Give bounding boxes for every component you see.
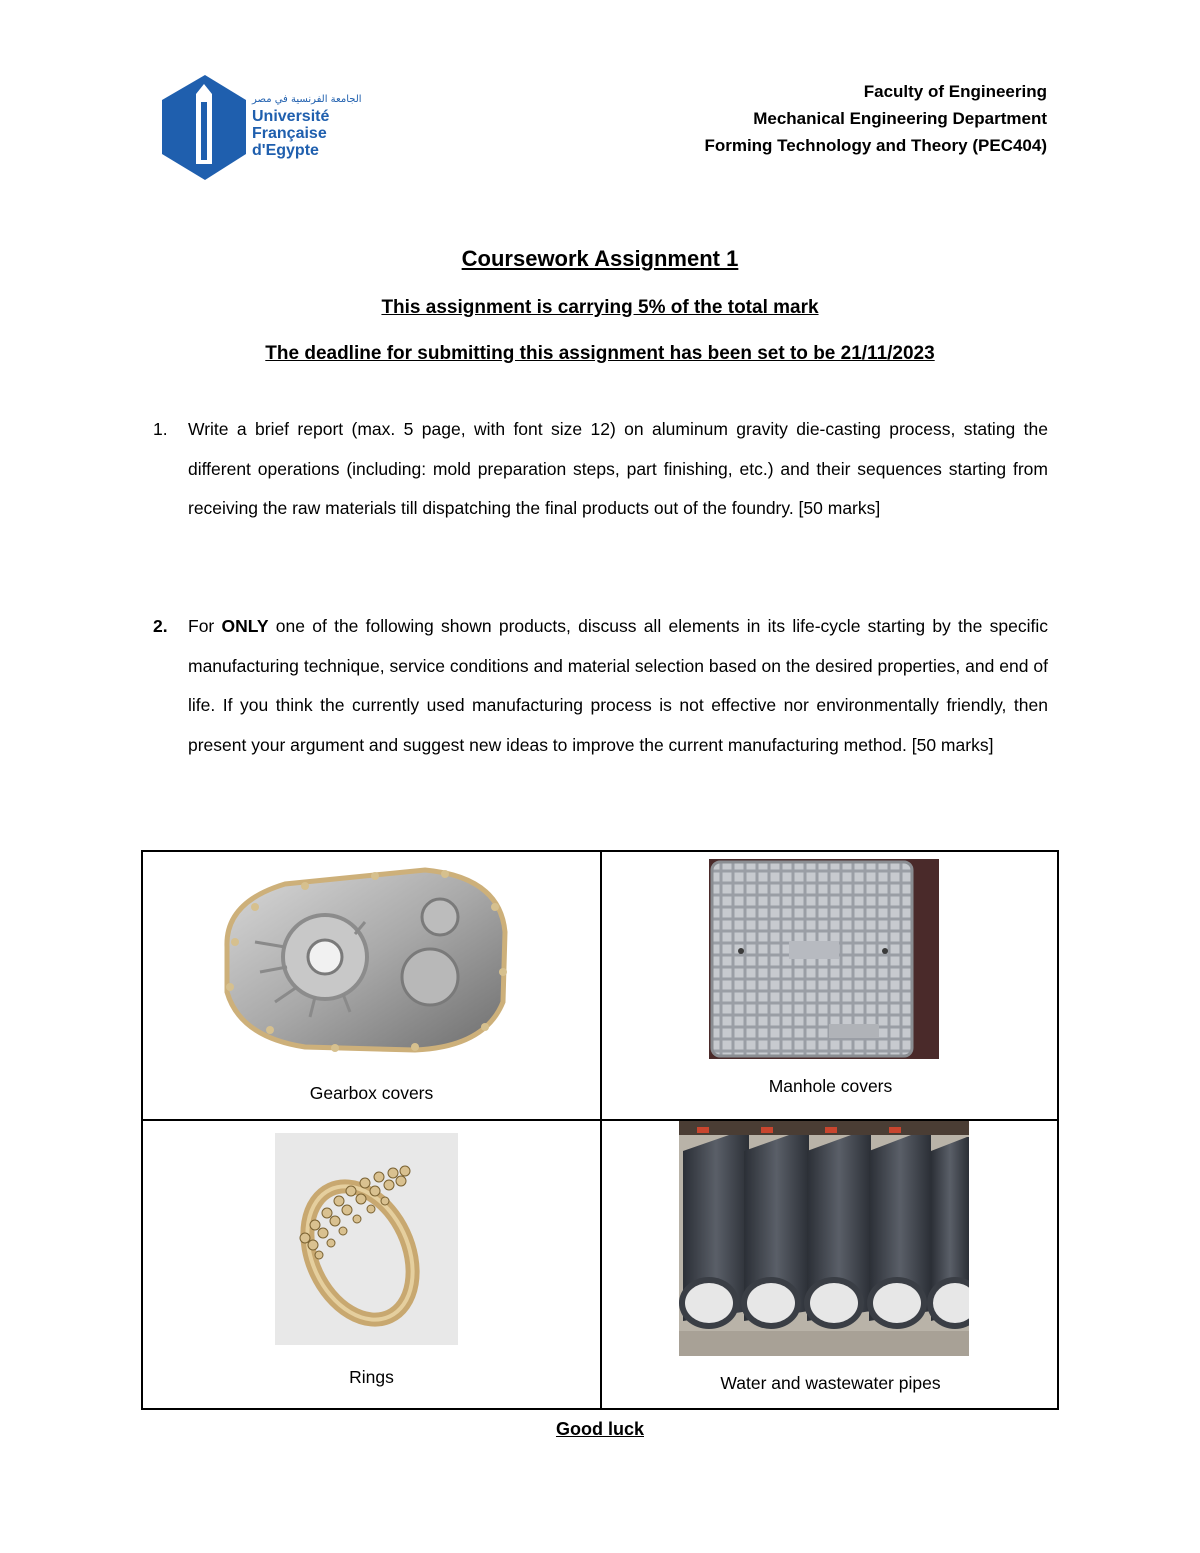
logo-name-line3: d'Egypte [252,142,319,159]
product-label: Rings [349,1367,394,1387]
question-text-start: For [188,616,222,636]
pipes-image [679,1121,969,1356]
logo-name-line2: Française [252,125,327,142]
department-name: Mechanical Engineering Department [753,109,1047,128]
question-emphasis: ONLY [221,616,269,636]
question-1 [153,410,1048,529]
question-text: Write a brief report (max. 5 page, with font size 12) on aluminum gravity die-casting process, stating the different operations (including: mold preparation steps, part finishing, etc.) and their sequences starting from receiving the raw materials till dispatching the final products out of the foundry. [50 marks] [188,419,1048,518]
products-table [141,850,1059,1410]
good-luck-footer: Good luck [555,1419,644,1439]
product-cell-ring [143,1121,600,1408]
header-info [704,78,1047,159]
ring-image [275,1133,458,1345]
question-2 [153,607,1048,765]
page-title: Coursework Assignment 1 [461,246,739,271]
logo-name-line1: Université [252,108,330,125]
manhole-cover-image [709,859,939,1059]
product-cell-gearbox [143,852,600,1119]
question-text [188,607,1048,765]
product-label: Gearbox covers [309,1083,434,1103]
course-name: Forming Technology and Theory (PEC404) [704,136,1047,155]
product-cell-manhole [602,852,1059,1119]
deadline-text: The deadline for submitting this assignment has been set to be 21/11/2023 [265,343,935,364]
mark-weight-subtitle: This assignment is carrying 5% of the total mark [381,297,819,318]
product-label: Manhole covers [768,1076,893,1096]
question-number: 2. [153,616,168,636]
logo-arabic-text: الجامعة الفرنسية في مصر [252,94,362,105]
question-text-rest: one of the following shown products, discuss all elements in its life-cycle starting by the specific manufacturing technique, service conditions and material selection based on the desired properties, and end of life. If you think the currently used manufacturing process is not effective nor environmentally friendly, then present your argument and suggest new ideas to improve the current manufacturing method. [50 marks] [188,616,1048,755]
question-number: 1. [153,419,168,439]
faculty-name: Faculty of Engineering [863,82,1047,101]
university-logo [160,72,362,184]
product-label: Water and wastewater pipes [720,1373,941,1393]
gearbox-cover-image [215,862,520,1057]
product-cell-pipes [602,1121,1059,1408]
